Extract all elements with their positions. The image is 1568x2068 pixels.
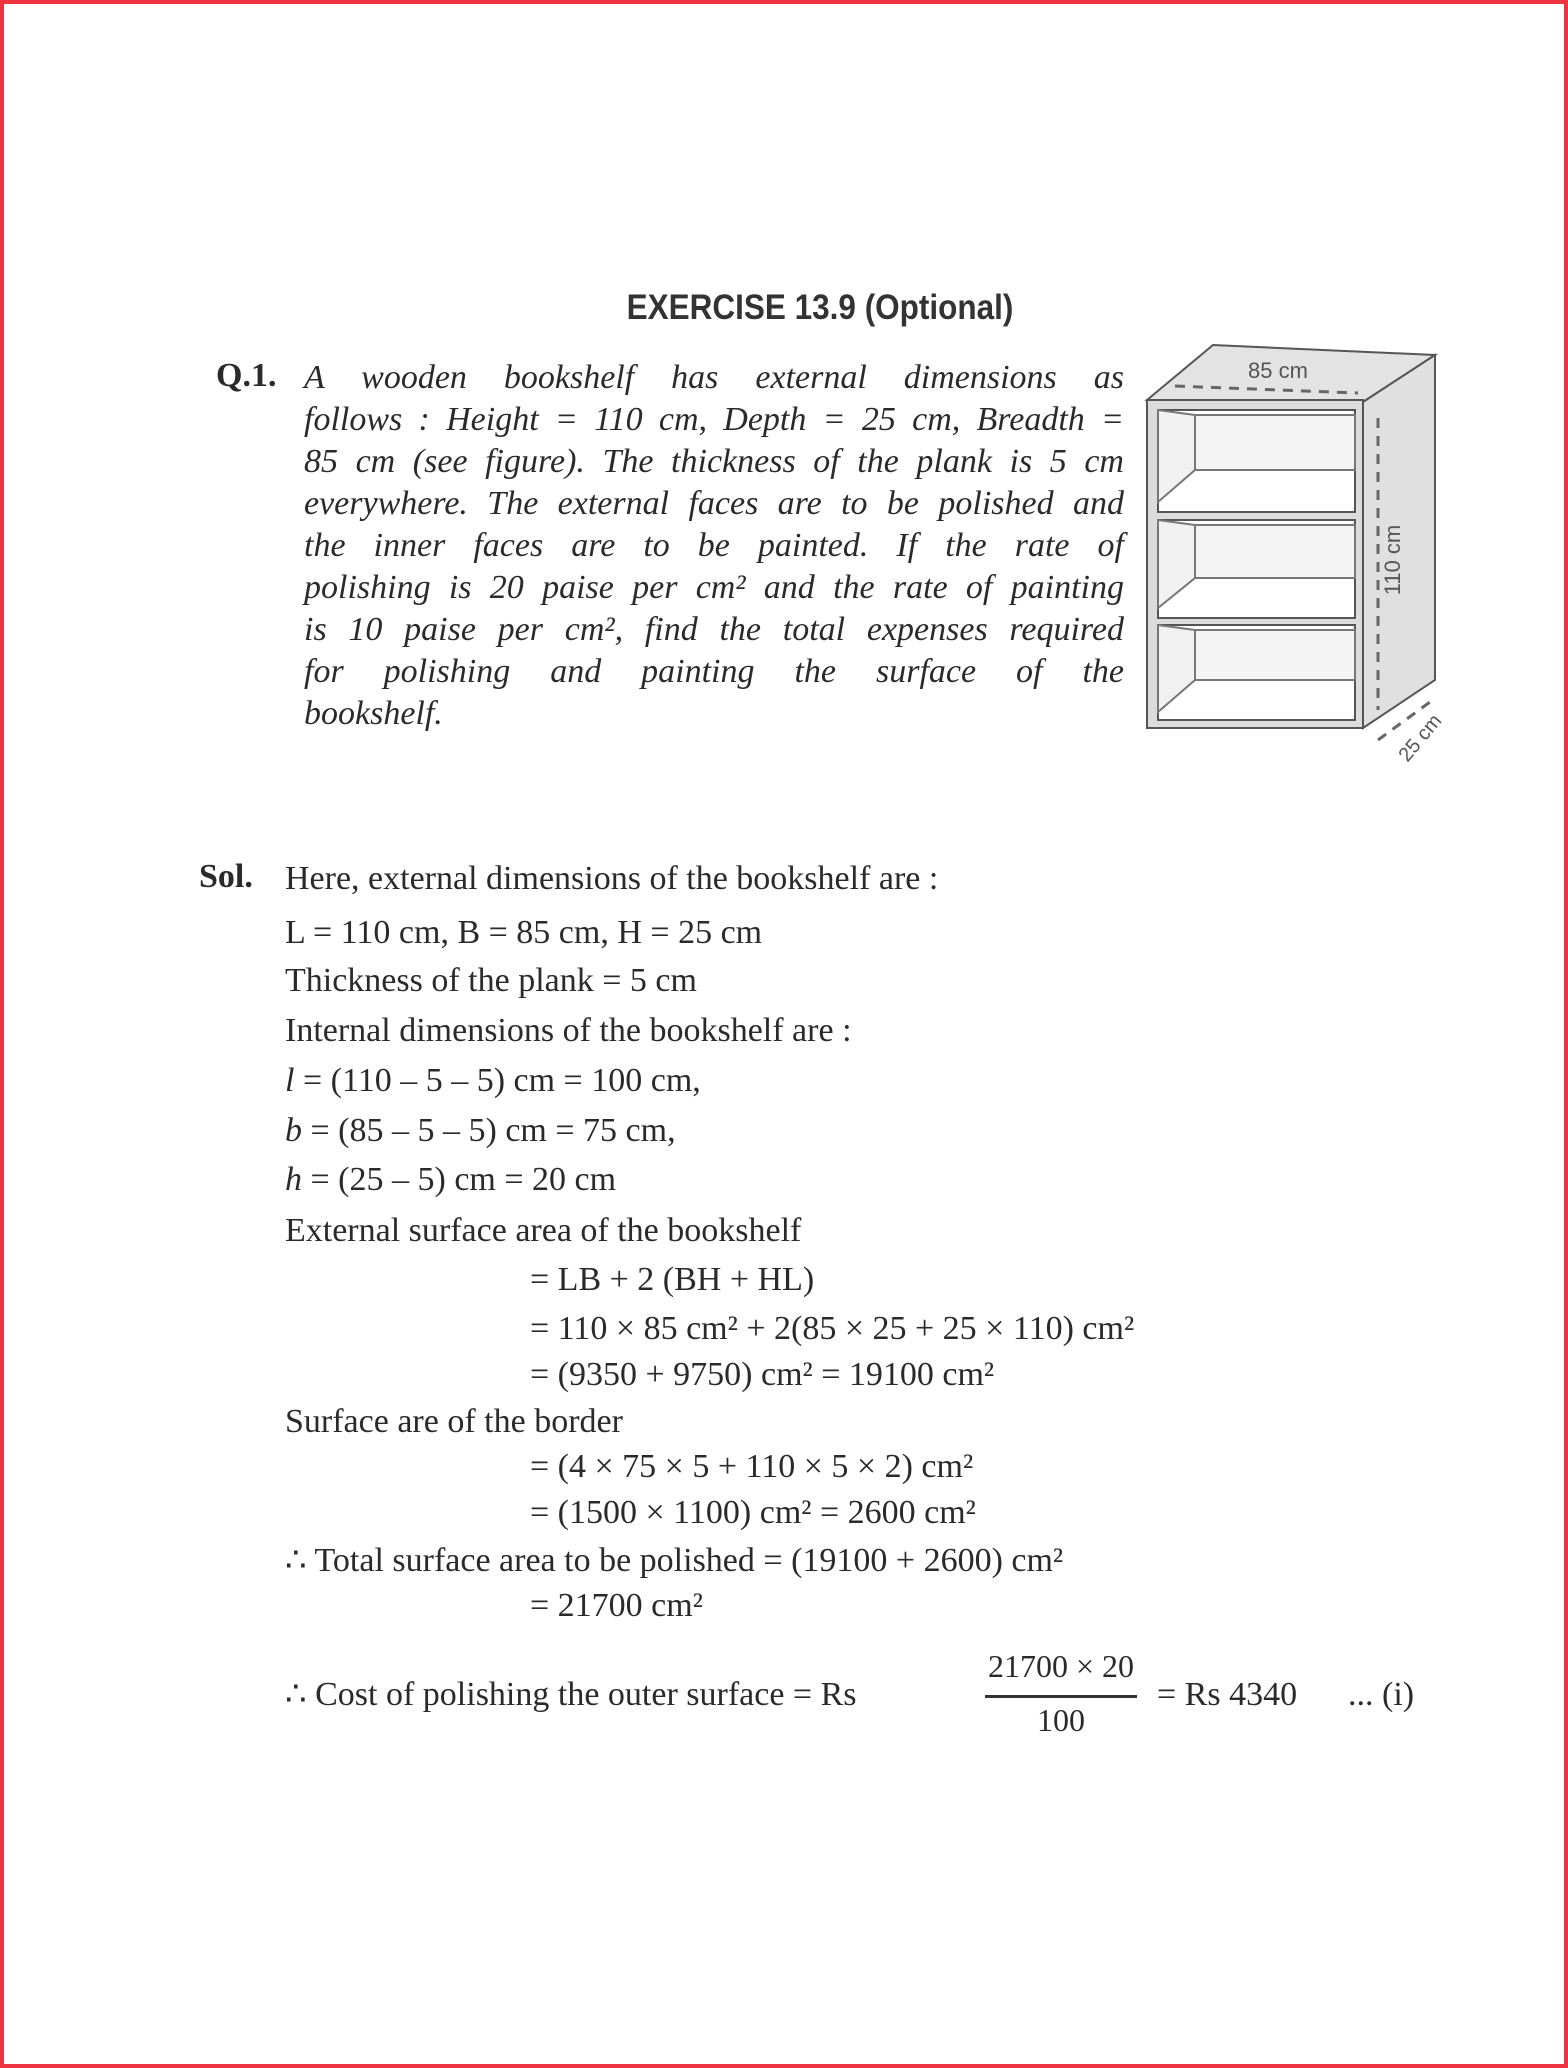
total-polished-result: = 21700 cm² [530,1587,703,1624]
question-line: follows : Height = 110 cm, Depth = 25 cm, Breadth = [304,401,1124,438]
cost-denominator: 100 [1037,1702,1085,1738]
question-label: Q.1. [216,357,277,394]
var-l: l [285,1062,295,1099]
border-heading: Surface are of the border [285,1403,623,1440]
cost-numerator: 21700 × 20 [987,1648,1135,1684]
internal-height-expr: = (25 – 5) cm = 20 cm [302,1161,617,1198]
fraction-bar [985,1695,1137,1698]
external-area-step: = (9350 + 9750) cm² = 19100 cm² [530,1356,995,1393]
depth-label: 25 cm [1394,710,1447,767]
internal-breadth-expr: = (85 – 5 – 5) cm = 75 cm, [302,1112,676,1149]
external-area-step: = 110 × 85 cm² + 2(85 × 25 + 25 × 110) cm² [530,1310,1135,1347]
question-line: polishing is 20 paise per cm² and the rate of painting [304,569,1124,606]
internal-height [285,1159,616,1201]
solution-intro: Here, external dimensions of the bookshelf are : [285,860,939,897]
internal-intro: Internal dimensions of the bookshelf are : [285,1012,852,1049]
border-step: = (1500 × 1100) cm² = 2600 cm² [530,1494,976,1531]
question-line: for polishing and painting the surface of the [304,653,1124,690]
question-line: the inner faces are to be painted. If the rate of [304,527,1124,564]
exercise-title: EXERCISE 13.9 (Optional) [626,288,1014,327]
var-b: b [285,1112,302,1149]
internal-length-expr: = (110 – 5 – 5) cm = 100 cm, [294,1062,701,1099]
external-dimensions: L = 110 cm, B = 85 cm, H = 25 cm [285,914,763,951]
total-polished-area: ∴ Total surface area to be polished = (19100 + 2600) cm² [285,1542,1064,1579]
question-line: A wooden bookshelf has external dimensions as [304,359,1124,396]
cost-result: = Rs 4340 [1157,1676,1298,1713]
border-step: = (4 × 75 × 5 + 110 × 5 × 2) cm² [530,1448,974,1485]
solution-label: Sol. [199,858,253,895]
height-label: 110 cm [1380,524,1405,596]
external-area-step: = LB + 2 (BH + HL) [530,1261,815,1298]
question-line: is 10 paise per cm², find the total expenses required [304,611,1124,648]
external-area-heading: External surface area of the bookshelf [285,1212,802,1249]
internal-breadth [285,1110,676,1152]
cost-label: ∴ Cost of polishing the outer surface = Rs [285,1676,857,1713]
bookshelf-figure [1130,330,1470,780]
equation-ref: ... (i) [1348,1676,1415,1713]
internal-length [285,1060,701,1102]
question-line: everywhere. The external faces are to be polished and [304,485,1124,522]
question-line: bookshelf. [304,695,443,732]
plank-thickness: Thickness of the plank = 5 cm [285,962,697,999]
var-h: h [285,1161,302,1198]
breadth-label: 85 cm [1248,358,1308,383]
question-line: 85 cm (see figure). The thickness of the plank is 5 cm [304,443,1124,480]
